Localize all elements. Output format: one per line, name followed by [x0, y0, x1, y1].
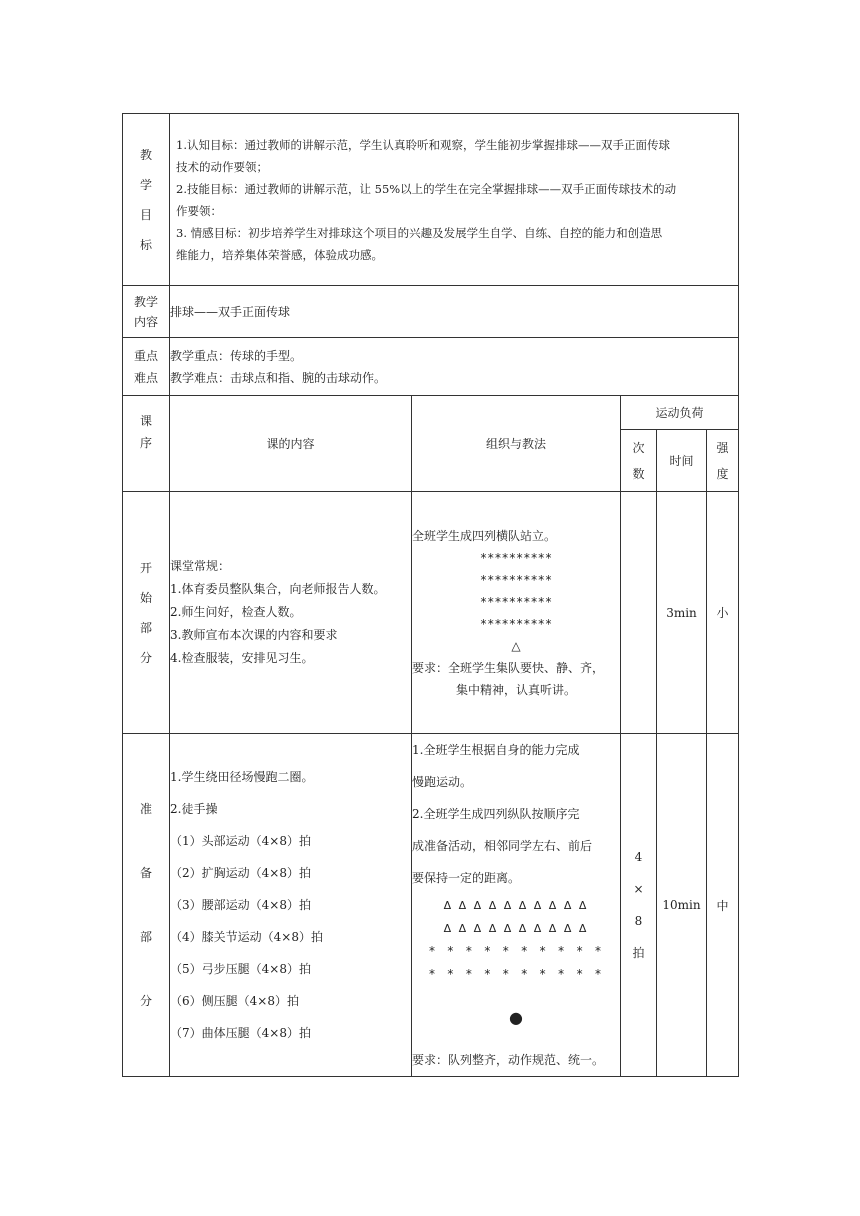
objective-line: 1.认知目标：通过教师的讲解示范，学生认真聆听和观察，学生能初步掌握排球——双手正面传球 — [176, 137, 670, 152]
content-row — [123, 286, 739, 338]
header-row-1 — [123, 396, 739, 430]
content-label: 教学 内容 — [123, 286, 170, 338]
prep-section-organization: 1.全班学生根据自身的能力完成 慢跑运动。 2.全班学生成四列纵队按顺序完 成准备活动，相邻同学左右、前后 要保持一定的距离。 Δ Δ Δ Δ Δ Δ Δ Δ Δ Δ Δ Δ Δ Δ Δ Δ Δ Δ Δ Δ * * * * * * * * * * * * * * * * * * * * ● 要求：队列整齐，动作规范、统一。 — [412, 734, 621, 1077]
start-count — [621, 492, 657, 734]
teacher-marker-icon: △ — [511, 638, 521, 653]
time-header: 时间 — [657, 430, 707, 492]
start-intensity: 小 — [707, 492, 739, 734]
objective-line: 3. 情感目标：初步培养学生对排球这个项目的兴趣及发展学生自学、自练、自控的能力和创造思 — [176, 225, 663, 240]
organization-header: 组织与教法 — [412, 396, 621, 492]
formation-row: ********** — [479, 594, 553, 609]
objectives-row — [123, 114, 739, 286]
load-header: 运动负荷 — [621, 396, 739, 430]
formation-row: * * * * * * * * * * — [428, 967, 604, 981]
prep-count: 4 × 8 拍 — [621, 734, 657, 1077]
start-section-organization: 全班学生成四列横队站立。 ********** ********** ********** ********** △ 要求：全班学生集队要快、静、齐， 集中精神，认真听讲。 — [412, 492, 621, 734]
start-section-content: 课堂常规： 1.体育委员整队集合，向老师报告人数。 2.师生问好，检查人数。 3.教师宣布本次课的内容和要求 4.检查服装，安排见习生。 — [170, 492, 412, 734]
prep-intensity: 中 — [707, 734, 739, 1077]
formation-row: Δ Δ Δ Δ Δ Δ Δ Δ Δ Δ — [443, 899, 589, 912]
sequence-header: 课 序 — [123, 396, 170, 492]
objective-line: 2.技能目标：通过教师的讲解示范，让 55%以上的学生在完全掌握排球——双手正面传球技术的动 — [176, 181, 677, 196]
count-header: 次 数 — [621, 430, 657, 492]
prep-section-label: 准 备 部 分 — [123, 734, 170, 1077]
formation-row: ********** — [479, 572, 553, 587]
start-time: 3min — [657, 492, 707, 734]
lesson-plan-table — [122, 113, 739, 1077]
objective-line: 技术的动作要领； — [176, 159, 268, 174]
formation-row: ********** — [479, 616, 553, 631]
intensity-header: 强 度 — [707, 430, 739, 492]
objective-line: 作要领： — [176, 203, 222, 218]
teacher-position-icon: ● — [509, 1008, 523, 1027]
objectives-text — [170, 114, 739, 286]
prep-time: 10min — [657, 734, 707, 1077]
content-text: 排球——双手正面传球 — [170, 286, 739, 338]
prep-section-content: 1.学生绕田径场慢跑二圈。 2.徒手操 （1）头部运动（4×8）拍 （2）扩胸运动（4×8）拍 （3）腰部运动（4×8）拍 （4）膝关节运动（4×8）拍 （5）弓步压腿（4×8）拍 （6）侧压腿（4×8）拍 （7）曲体压腿（4×8）拍 — [170, 734, 412, 1077]
formation-row: ********** — [479, 550, 553, 565]
start-section-row — [123, 492, 739, 734]
key-points-text: 教学重点：传球的手型。 教学难点：击球点和指、腕的击球动作。 — [170, 338, 739, 396]
objectives-label: 教 学 目 标 — [123, 114, 170, 286]
key-points-row — [123, 338, 739, 396]
prep-section-row — [123, 734, 739, 1077]
objective-line: 维能力，培养集体荣誉感，体验成功感。 — [176, 247, 383, 262]
formation-row: * * * * * * * * * * — [428, 944, 604, 958]
key-points-label: 重点 难点 — [123, 338, 170, 396]
start-section-label: 开 始 部 分 — [123, 492, 170, 734]
formation-row: Δ Δ Δ Δ Δ Δ Δ Δ Δ Δ — [443, 922, 589, 935]
lesson-content-header: 课的内容 — [170, 396, 412, 492]
